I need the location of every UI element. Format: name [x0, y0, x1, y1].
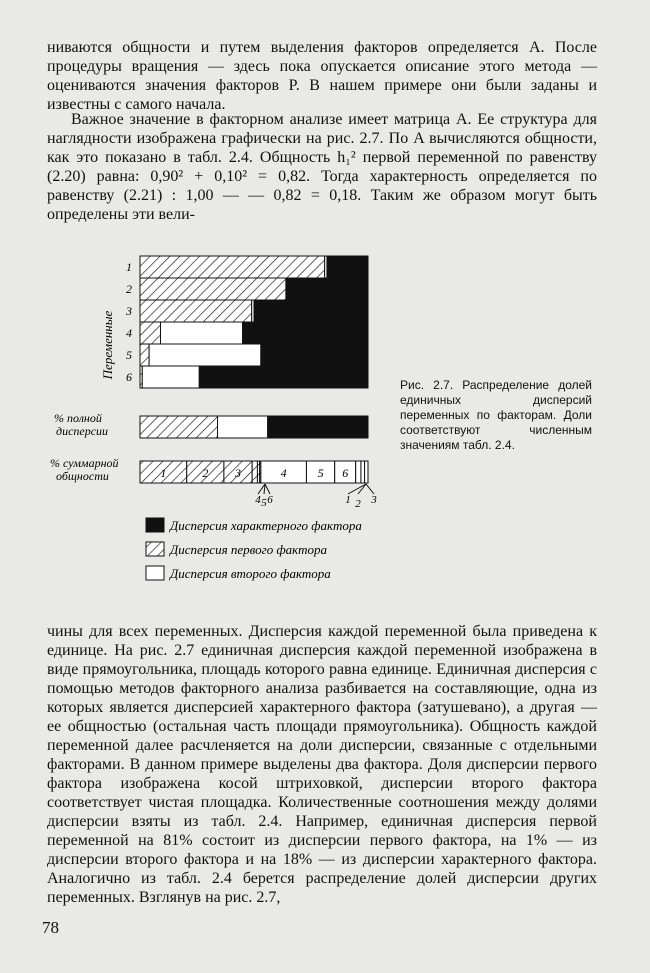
variable-label-4: 4 [126, 326, 132, 340]
leader-second-1 [348, 484, 366, 494]
bar-4-second [161, 322, 243, 344]
common-segment-10 [356, 461, 361, 483]
total-label-line1: % полной [54, 411, 102, 425]
common-label-3: 3 [235, 466, 242, 480]
page-number: 78 [42, 918, 59, 937]
bar-5-first [140, 344, 149, 366]
bar-1-unique [327, 256, 368, 278]
common-label-2: 2 [202, 466, 209, 480]
total-variance-bar [140, 416, 368, 438]
legend-label-first: Дисперсия первого фактора [170, 542, 327, 557]
common-label-1: 1 [160, 466, 167, 480]
variable-label-6: 6 [126, 370, 132, 384]
bar-4-unique [243, 322, 368, 344]
figure-caption: Рис. 2.7. Распределение долей единичных дисперсий переменных по факторам. Доли соответствуют численным значениям табл. 2.4. [400, 378, 592, 452]
paragraph-1: ниваются общности и путем выделения факторов определяется A. После процедуры вращения — здесь пока опускается описание этого метода — оцениваются значения факторов P. В нашем примере они были заданы и известны с самого начала. [47, 39, 597, 113]
total-second [218, 416, 268, 438]
bar-5-unique [261, 344, 368, 366]
legend-swatch-unique [146, 518, 164, 532]
leader-second-3 [366, 484, 374, 494]
variable-label-3: 3 [126, 304, 132, 318]
legend-label-unique: Дисперсия характерного фактора [170, 518, 362, 533]
legend-label-second: Дисперсия второго фактора [170, 566, 331, 581]
legend-swatch-second [146, 566, 164, 580]
variable-bars [125, 256, 368, 388]
total-first [140, 416, 218, 438]
variable-label-1: 1 [126, 260, 132, 274]
common-label-6: 6 [342, 466, 349, 480]
leader-first-6 [265, 484, 270, 494]
common-label-5: 5 [317, 466, 324, 480]
axis-label-variables: Переменные [100, 310, 115, 380]
bar-2-first [140, 278, 286, 300]
variable-label-5: 5 [126, 348, 132, 362]
common-segment-4 [252, 461, 257, 483]
paragraph-2-text: Важное значение в факторном анализе имеет матрица A. Ее структура для наглядности изображена графически на рис. 2.7. По A вычисляются общности, как это показано в табл. 2.4. Общность h₁² первой переменной по равенству (2.20) равна: 0,90² + 0,10² = 0,82. Тогда характерность определяется по равенству (2.21) : 1,00 — — 0,82 = 0,18. Таким же образом могут быть определены эти вели- [47, 111, 597, 223]
bar-2-unique [286, 278, 368, 300]
common-label-4: 4 [280, 466, 287, 480]
bar-3-unique [254, 300, 368, 322]
paragraph-3: чины для всех переменных. Дисперсия каждой переменной была приведена к единице. На рис. 2.7 единичная дисперсия каждой переменной изображена в виде прямоугольника, площадь которого равна единице. Единичная дисперсия с помощью методов факторного анализа разбивается на составляющие, одна из которых является дисперсией характерного фактора (затушевано), а другая — ее общностью (остальная часть площади прямоугольника). Общность каждой переменной далее расчленяется на доли дисперсии, связанные с отдельными факторами. В данном примере выделены два фактора. Доля дисперсии первого фактора изображена косой штриховкой, дисперсии второго фактора соответствует чистая площадка. Количественные соотношения между долями дисперсии взяты из табл. 2.4. Например, единичная дисперсия первой переменной на 81% состоит из дисперсии первого фактора, на 1% — из дисперсии второго фактора и на 18% — из дисперсии характерного фактора. Аналогично из табл. 2.4 берется распределение долей дисперсии других переменных. Взглянув на рис. 2.7, [47, 623, 597, 906]
small-label-first-6: 6 [267, 494, 273, 506]
bar-6-second [142, 366, 199, 388]
bar-6-unique [199, 366, 368, 388]
common-label-line1: % суммарной [50, 456, 119, 470]
common-label-line2: общности [56, 469, 109, 483]
bar-3-first [140, 300, 252, 322]
common-segment-11 [361, 461, 365, 483]
small-segment-labels [255, 484, 377, 510]
legend-swatch-first [146, 542, 164, 556]
total-label-line2: дисперсии [56, 424, 109, 438]
small-label-first-4: 4 [255, 494, 261, 506]
small-label-second-3: 3 [371, 494, 377, 506]
leader-second-2 [358, 484, 366, 494]
legend [146, 518, 362, 581]
bar-4-first [140, 322, 161, 344]
common-variance-bar [140, 461, 368, 483]
variable-label-2: 2 [126, 282, 132, 296]
small-label-first-5: 5 [261, 497, 267, 509]
small-label-second-1: 1 [345, 494, 351, 506]
total-unique [268, 416, 368, 438]
bar-1-first [140, 256, 325, 278]
common-segment-12 [365, 461, 368, 483]
small-label-second-2: 2 [355, 498, 361, 510]
bar-5-second [149, 344, 261, 366]
